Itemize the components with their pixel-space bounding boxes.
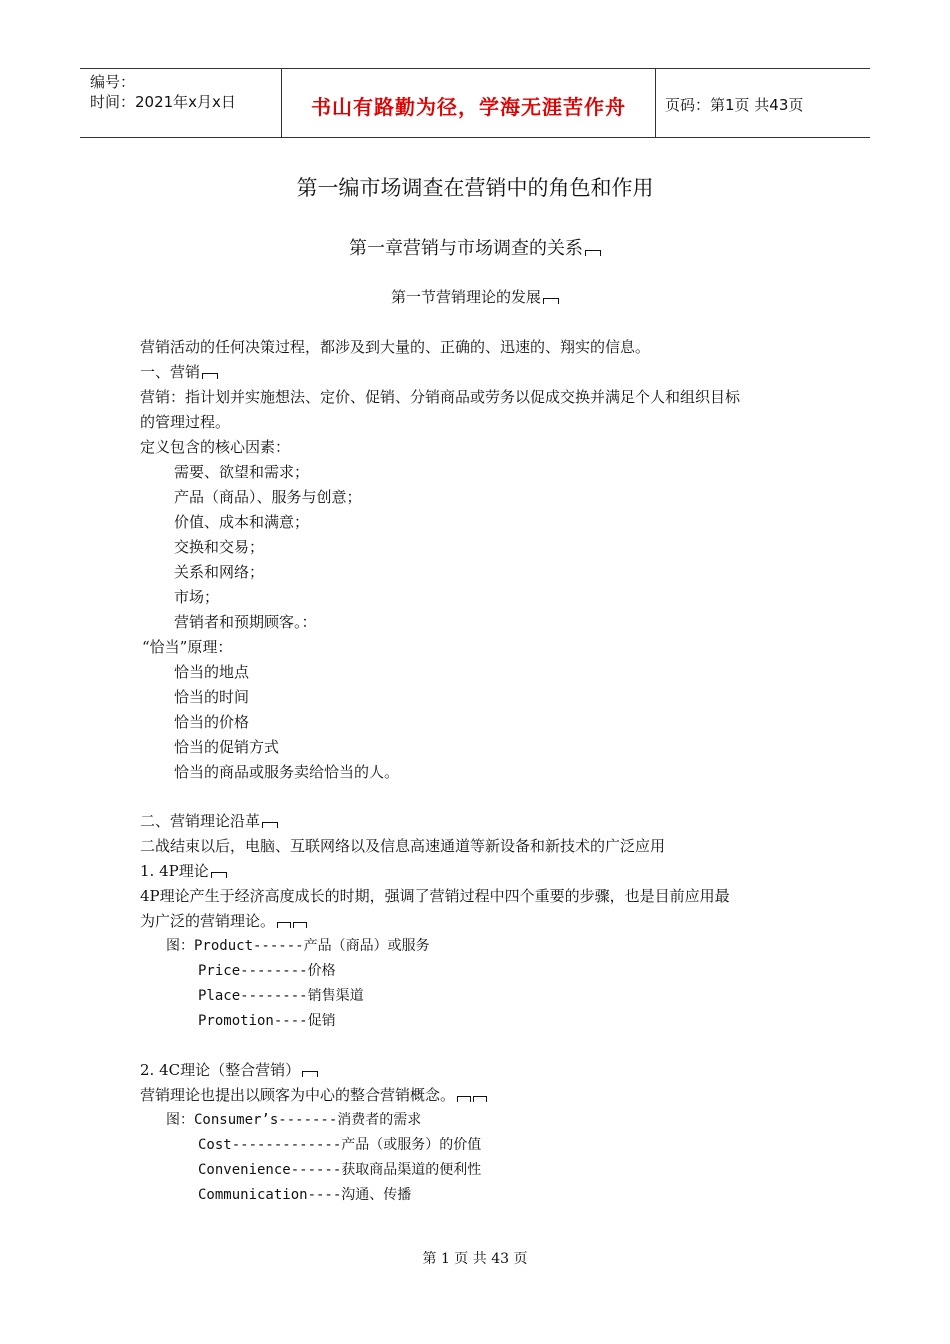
- definition-line-2: 的管理过程。: [140, 413, 231, 431]
- header-motto-cell: [281, 69, 656, 137]
- paragraph-intro: 营销活动的任何决策过程，都涉及到大量的、正确的、迅速的、翔实的信息。: [140, 338, 651, 356]
- part-title: 第一编市场调查在营销中的角色和作用: [296, 176, 654, 200]
- number-label: 编号：: [90, 73, 136, 91]
- anchor-mark-icon: [302, 1071, 318, 1077]
- anchor-mark-icon: [473, 1096, 487, 1102]
- section-title: 第一节营销理论的发展: [0, 286, 950, 307]
- heading-4p: 1. 4P理论: [140, 860, 227, 881]
- figure-4p-line: Place--------销售渠道: [198, 988, 364, 1004]
- list-item: 需要、欲望和需求；: [174, 463, 310, 481]
- anchor-mark-icon: [202, 373, 218, 379]
- list-item: 市场；: [174, 588, 220, 606]
- proper-principle-title: “恰当”原理：: [142, 638, 233, 656]
- list-item: 恰当的商品或服务卖给恰当的人。: [174, 763, 400, 781]
- paragraph-4c: 营销理论也提出以顾客为中心的整合营销概念。: [140, 1084, 487, 1105]
- motto: 书山有路勤为径，学海无涯苦作舟: [311, 95, 626, 119]
- heading-4c: 2. 4C理论（整合营销）: [140, 1059, 318, 1080]
- figure-4c-line: Communication----沟通、传播: [198, 1187, 412, 1203]
- list-item: 恰当的价格: [174, 713, 250, 731]
- anchor-mark-icon: [277, 922, 291, 928]
- figure-4p-line: Price--------价格: [198, 963, 336, 979]
- chapter-title: 第一章营销与市场调查的关系: [0, 234, 950, 260]
- page-info: 页码：第1页 共43页: [665, 96, 804, 114]
- anchor-mark-icon: [457, 1096, 471, 1102]
- list-item: 恰当的促销方式: [174, 738, 280, 756]
- heading-evolution: 二、营销理论沿革: [140, 810, 278, 831]
- paragraph-postwar: 二战结束以后，电脑、互联网络以及信息高速通道等新设备和新技术的广泛应用: [140, 837, 666, 855]
- anchor-mark-icon: [262, 822, 278, 828]
- header-table: [80, 68, 870, 138]
- paragraph-4p-line-2: 为广泛的营销理论。: [140, 910, 307, 931]
- paragraph-4p-line-1: 4P理论产生于经济高度成长的时期，强调了营销过程中四个重要的步骤，也是目前应用最: [140, 887, 730, 905]
- list-item: 营销者和预期顾客。：: [174, 613, 317, 631]
- figure-4c-line: Cost-------------产品（或服务）的价值: [198, 1137, 482, 1153]
- anchor-mark-icon: [585, 250, 601, 256]
- list-item: 关系和网络；: [174, 563, 265, 581]
- anchor-mark-icon: [293, 922, 307, 928]
- core-elements-title: 定义包含的核心因素：: [140, 438, 291, 456]
- anchor-mark-icon: [543, 298, 559, 304]
- page-footer: 第 1 页 共 43 页: [422, 1251, 528, 1267]
- anchor-mark-icon: [211, 872, 227, 878]
- list-item: 交换和交易；: [174, 538, 265, 556]
- list-item: 恰当的地点: [174, 663, 250, 681]
- list-item: 恰当的时间: [174, 688, 250, 706]
- header-left-cell: [80, 69, 281, 137]
- figure-4c-line: Convenience------获取商品渠道的便利性: [198, 1162, 482, 1178]
- figure-4p-line: Promotion----促销: [198, 1013, 336, 1029]
- definition-line-1: 营销：指计划并实施想法、定价、促销、分销商品或劳务以促成交换并满足个人和组织目标: [140, 388, 741, 406]
- heading-marketing: 一、营销: [140, 361, 218, 382]
- header-page-cell: [655, 69, 870, 137]
- figure-4p-line: 图：Product------产品（商品）或服务: [166, 938, 430, 954]
- figure-4c-line: 图：Consumer’s-------消费者的需求: [166, 1112, 422, 1128]
- date-label: 时间：2021年x月x日: [90, 93, 236, 111]
- list-item: 价值、成本和满意；: [174, 513, 310, 531]
- list-item: 产品（商品）、服务与创意；: [174, 488, 362, 506]
